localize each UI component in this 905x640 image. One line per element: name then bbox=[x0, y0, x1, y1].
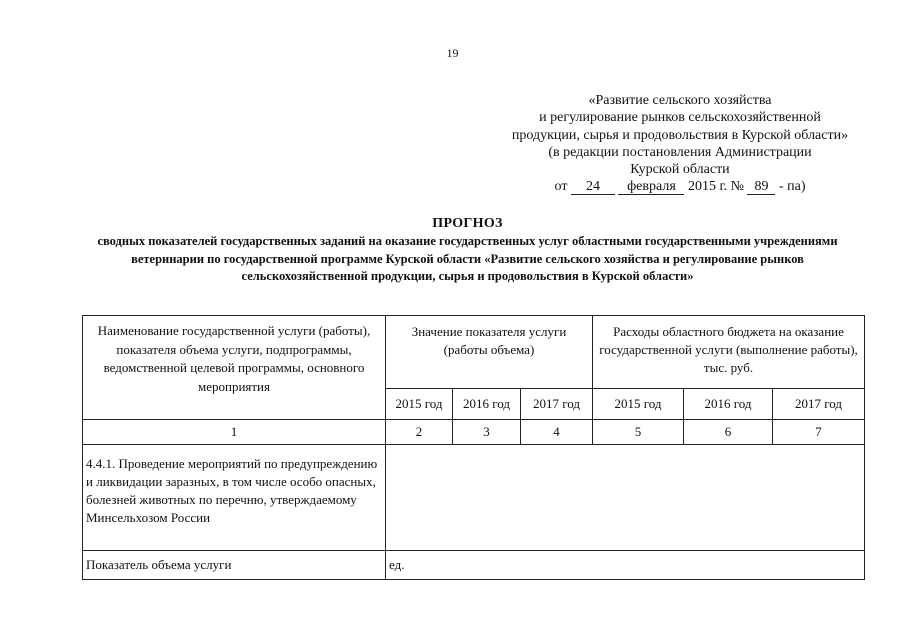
header-budget-cell: Расходы областного бюджета на оказание государственной услуги (выполнение работы), тыс. руб. bbox=[593, 316, 865, 389]
column-number-cell: 5 bbox=[593, 420, 684, 445]
table-row bbox=[83, 551, 865, 580]
approval-line-4: (в редакции постановления Администрации bbox=[548, 144, 812, 160]
date-day: 24 bbox=[571, 180, 615, 195]
page-subtitle: сводных показателей государственных заданий на оказание государственных услуг областными государственными учреждениями ветеринарии по государственной программе Курской области «Развитие сельского хозяйства и регулирование рынков сельскохозяйственной продукции, сырья и продовольствия в Курской области» bbox=[97, 234, 838, 283]
column-number-cell: 3 bbox=[453, 420, 521, 445]
year-cell: 2017 год bbox=[521, 389, 593, 420]
header-volume-cell: Значение показателя услуги (работы объема) bbox=[386, 316, 593, 389]
date-year: 2015 г. № bbox=[687, 179, 744, 195]
column-number-cell: 6 bbox=[684, 420, 773, 445]
row-value-cell: ед. bbox=[386, 551, 865, 580]
page-number: 19 bbox=[446, 46, 459, 60]
row-name-cell: Показатель объема услуги bbox=[83, 551, 386, 580]
page-title: ПРОГНОЗ bbox=[432, 216, 503, 231]
date-prefix: от bbox=[554, 179, 568, 195]
year-cell: 2016 год bbox=[453, 389, 521, 420]
column-number-cell: 4 bbox=[521, 420, 593, 445]
header-name-cell: Наименование государственной услуги (работы), показателя объема услуги, подпрограммы, ведомственной целевой программы, основного мероприятия bbox=[83, 316, 386, 420]
year-cell: 2016 год bbox=[684, 389, 773, 420]
column-number-cell: 2 bbox=[386, 420, 453, 445]
column-number-cell: 7 bbox=[773, 420, 865, 445]
doc-suffix: - па) bbox=[778, 179, 806, 195]
year-cell: 2017 год bbox=[773, 389, 865, 420]
row-value-cell bbox=[386, 445, 865, 551]
column-number-cell: 1 bbox=[83, 420, 386, 445]
header-row bbox=[83, 316, 865, 389]
column-number-row bbox=[83, 420, 865, 445]
date-month: февраля bbox=[618, 180, 684, 195]
approval-line-1: «Развитие сельского хозяйства bbox=[588, 93, 772, 108]
approval-line-2: и регулирование рынков сельскохозяйственной bbox=[539, 110, 821, 126]
row-name-cell: 4.4.1. Проведение мероприятий по предупреждению и ликвидации заразных, в том числе особо опасных, болезней животных по перечню, утверждаемому Минсельхозом России bbox=[83, 445, 386, 551]
approval-date-line bbox=[470, 178, 890, 195]
approval-line-5: Курской области bbox=[630, 162, 730, 178]
approval-line-3: продукции, сырья и продовольствия в Курской области» bbox=[511, 127, 849, 143]
approval-block bbox=[470, 92, 890, 196]
heading-block bbox=[80, 215, 855, 286]
year-cell: 2015 год bbox=[593, 389, 684, 420]
year-cell: 2015 год bbox=[386, 389, 453, 420]
table-row bbox=[83, 445, 865, 551]
doc-number: 89 bbox=[747, 180, 775, 195]
forecast-table bbox=[82, 315, 865, 580]
